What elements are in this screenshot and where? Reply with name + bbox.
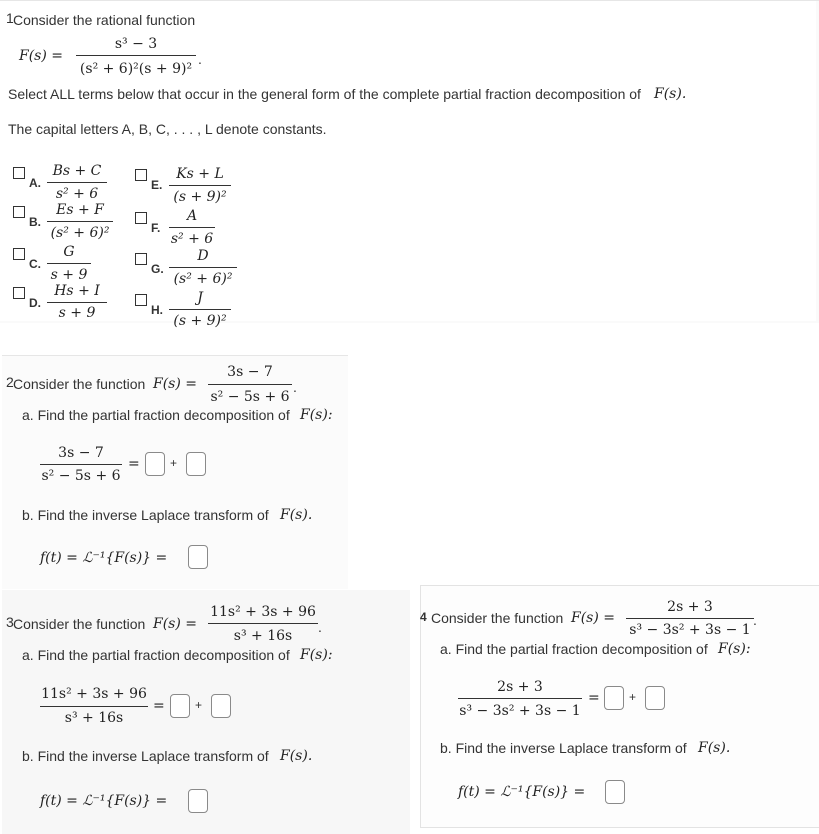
fraction-bar [208,384,292,385]
fraction-bar [208,623,318,624]
option-a-checkbox[interactable] [13,167,25,179]
option-d-checkbox[interactable] [13,287,25,299]
instruction-text: Select ALL terms below that occur in the general form of the complete partial fraction decomposition of [8,86,641,102]
option-h-bar [169,309,231,310]
option-e-denominator: (s + 9)² [173,189,227,205]
option-a-label: A. [29,176,41,190]
question-intro: Consider the rational function [13,12,196,28]
question-number: 4 [420,610,427,624]
function-numerator: s³ − 3 [114,36,158,52]
decomp-bar [40,706,148,707]
part-b-fs: F(s). [280,507,313,523]
option-d-denominator: s + 9 [58,305,96,321]
option-g-label: G. [151,262,164,276]
option-a-denominator: s² + 6 [55,186,99,202]
option-f-numerator: A [186,208,198,224]
answer-input-term-1[interactable] [604,686,624,710]
fraction-bar [626,618,754,619]
fraction-bar [76,55,196,56]
instruction-fs: F(s). [654,86,687,102]
part-a-fs: F(s): [300,647,333,663]
option-e-numerator: Ks + L [176,166,224,182]
decomp-numerator: 11s² + 3s + 96 [41,686,147,702]
question-intro: Consider the function [431,610,564,626]
option-c-denominator: s + 9 [50,267,88,283]
plus-sign: + [170,456,178,470]
decomp-denominator: s² − 5s + 6 [41,468,121,484]
function-numerator: 11s² + 3s + 96 [210,604,316,620]
question-number: 2 [6,374,14,390]
function-denominator: s³ + 16s [233,628,293,644]
function-numerator: 3s − 7 [227,364,273,380]
function-lhs: F(s) = [153,616,198,632]
option-b-label: B. [29,215,41,229]
option-c-bar [47,263,91,264]
option-g-numerator: D [197,248,209,264]
option-h-checkbox[interactable] [135,294,147,306]
decomp-denominator: s³ − 3s² + 3s − 1 [459,703,581,719]
function-denominator: s³ − 3s² + 3s − 1 [629,622,751,638]
option-b-bar [47,221,113,222]
option-c-checkbox[interactable] [13,248,25,260]
option-f-denominator: s² + 6 [170,231,214,247]
option-f-checkbox[interactable] [135,212,147,224]
answer-input-term-2[interactable] [186,452,206,476]
laplace-expression: f(t) = ℒ⁻¹{F(s)} = [40,550,168,566]
decomp-bar [40,464,122,465]
function-denominator: (s² + 6)²(s + 9)² [79,61,193,77]
option-a-bar [47,182,107,183]
part-a-fs: F(s): [300,407,333,423]
question-intro: Consider the function [13,376,146,392]
answer-input-term-1[interactable] [145,452,165,476]
part-b-text: b. Find the inverse Laplace transform of [22,507,269,523]
option-f-label: F. [151,221,161,235]
option-a-numerator: Bs + C [52,163,102,179]
option-h-denominator: (s + 9)² [173,313,227,329]
question-intro: Consider the function [13,616,146,632]
option-e-label: E. [151,178,163,192]
laplace-expression: f(t) = ℒ⁻¹{F(s)} = [40,793,168,809]
option-e-checkbox[interactable] [135,169,147,181]
answer-input-term-2[interactable] [211,694,231,718]
decomp-bar [458,698,582,699]
laplace-expression: f(t) = ℒ⁻¹{F(s)} = [458,784,586,800]
function-numerator: 2s + 3 [667,599,713,615]
part-b-text: b. Find the inverse Laplace transform of [22,748,269,764]
option-b-checkbox[interactable] [13,206,25,218]
question-number: 1 [6,10,14,26]
option-g-checkbox[interactable] [135,253,147,265]
period: . [198,51,202,67]
option-d-bar [47,302,107,303]
option-c-numerator: G [63,244,75,260]
function-lhs: F(s) = [153,376,198,392]
answer-input-laplace[interactable] [188,789,208,813]
function-denominator: s² − 5s + 6 [210,389,290,405]
part-a-text: a. Find the partial fraction decomposition of [22,407,290,423]
option-g-bar [169,267,237,268]
function-lhs: F(s) = [19,48,64,64]
constants-note: The capital letters A, B, C, . . . , L denote constants. [8,121,327,137]
option-c-label: C. [29,257,41,271]
plus-sign: + [195,698,203,712]
equals-sign: = [588,690,600,706]
option-f-bar [169,227,215,228]
option-g-denominator: (s² + 6)² [173,271,233,287]
function-lhs: F(s) = [571,610,616,626]
part-b-fs: F(s). [280,748,313,764]
part-a-text: a. Find the partial fraction decomposition of [22,647,290,663]
decomp-numerator: 3s − 7 [58,445,104,461]
option-b-numerator: Es + F [56,202,104,218]
decomp-denominator: s³ + 16s [64,710,124,726]
decomp-numerator: 2s + 3 [497,679,543,695]
option-e-bar [169,185,231,186]
equals-sign: = [153,698,165,714]
part-b-fs: F(s). [698,740,731,756]
answer-input-term-2[interactable] [645,686,665,710]
answer-input-laplace[interactable] [188,545,208,569]
part-a-text: a. Find the partial fraction decomposition of [440,641,708,657]
option-d-numerator: Hs + I [54,283,100,299]
part-b-text: b. Find the inverse Laplace transform of [440,740,687,756]
option-d-label: D. [29,296,41,310]
period: . [753,612,757,628]
question-number: 3 [6,614,14,630]
option-h-label: H. [151,303,163,317]
period: . [318,619,322,635]
period: . [293,379,297,395]
part-a-fs: F(s): [718,641,751,657]
option-h-numerator: J [197,290,203,306]
answer-input-term-1[interactable] [170,694,190,718]
answer-input-laplace[interactable] [605,780,625,804]
option-b-denominator: (s² + 6)² [50,225,110,241]
plus-sign: + [629,690,637,704]
equals-sign: = [128,456,140,472]
